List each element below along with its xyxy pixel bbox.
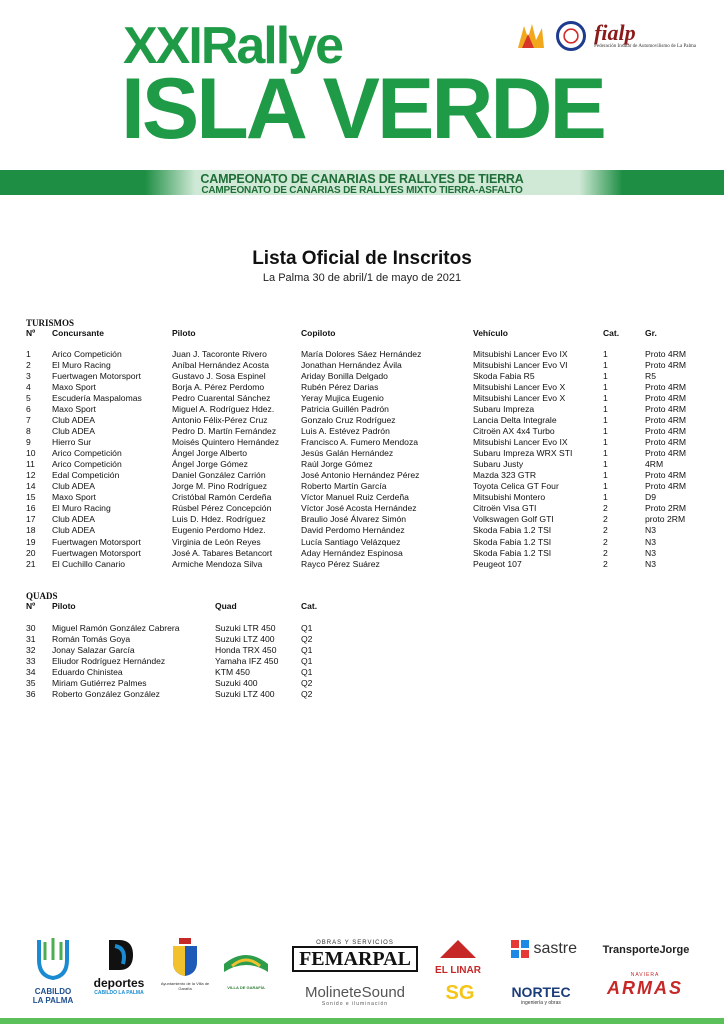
- villa-emblem-icon: [222, 944, 270, 980]
- cell-quad: Suzuki LTZ 400: [215, 634, 275, 644]
- cell-copiloto: Luis A. Estévez Padrón: [301, 426, 390, 437]
- armas-label: ARMAS: [607, 978, 683, 998]
- sastre-emblem-icon: [511, 940, 529, 958]
- cell-cat: Q1: [301, 667, 313, 677]
- cell-concursante: Hierro Sur: [52, 437, 92, 448]
- cell-cat: 1: [603, 492, 608, 503]
- rally-title-line1: XXIRallye: [123, 17, 343, 75]
- cell-vehiculo: Subaru Impreza: [473, 404, 535, 415]
- cell-vehiculo: Lancia Delta Integrale: [473, 415, 557, 426]
- transporte-jorge-logo: [596, 944, 696, 956]
- cell-quad: Honda TRX 450: [215, 645, 277, 655]
- col-header-gr: Gr.: [645, 328, 657, 338]
- villa-garafia-logo: [220, 944, 272, 990]
- cell-concursante: Club ADEA: [52, 426, 95, 437]
- cell-cat: 2: [603, 536, 608, 547]
- cell-piloto: Miguel Ramón González Cabrera: [52, 623, 180, 633]
- cell-vehiculo: Subaru Justy: [473, 459, 524, 470]
- cell-cat: 1: [603, 382, 608, 393]
- sg-label: SG: [445, 982, 475, 1004]
- cell-n: 1: [26, 349, 31, 359]
- cell-vehiculo: Skoda Fabia R5: [473, 371, 535, 382]
- cell-gr: Proto 4RM: [645, 360, 687, 371]
- cell-n: 35: [26, 678, 36, 688]
- cell-cat: 1: [603, 470, 608, 481]
- ayuntamiento-logo: [160, 938, 210, 991]
- cell-n: 18: [26, 525, 36, 536]
- deportes-label: deportes: [93, 976, 145, 990]
- cell-copiloto: Aday Hernández Espinosa: [301, 547, 403, 558]
- cell-gr: 4RM: [645, 459, 664, 470]
- sastre-label: sastre: [533, 940, 578, 957]
- col-header-n: Nº: [26, 601, 36, 611]
- cell-piloto: Cristóbal Ramón Cerdeña: [172, 492, 272, 503]
- cell-gr: Proto 2RM: [645, 503, 687, 514]
- deportes-sublabel: CABILDO LA PALMA: [94, 990, 144, 996]
- cell-vehiculo: Citroën Visa GTI: [473, 503, 537, 514]
- cell-concursante: Escudería Maspalomas: [52, 393, 142, 404]
- sg-logo: [438, 982, 482, 1005]
- cell-gr: Proto 4RM: [645, 415, 687, 426]
- cell-concursante: Club ADEA: [52, 415, 95, 426]
- cell-copiloto: Jonathan Hernández Ávila: [301, 360, 402, 371]
- col-header-cat: Cat.: [301, 601, 318, 611]
- cell-copiloto: José Antonio Hernández Pérez: [301, 470, 420, 481]
- naviera-label: NAVIERA: [630, 972, 660, 978]
- col-header-piloto: Piloto: [52, 601, 76, 611]
- femarpal-label: FEMARPAL: [292, 946, 418, 972]
- cell-n: 6: [26, 404, 31, 415]
- cell-concursante: Maxo Sport: [52, 492, 96, 503]
- cell-piloto: Borja A. Pérez Perdomo: [172, 382, 265, 393]
- cell-n: 15: [26, 492, 36, 503]
- cell-n: 3: [26, 371, 31, 382]
- cell-copiloto: Rayco Pérez Suárez: [301, 558, 380, 569]
- sponsor-footer: [0, 930, 724, 1024]
- cell-cat: 1: [603, 437, 608, 448]
- deportes-d-icon: [101, 938, 137, 972]
- cell-cat: 1: [603, 426, 608, 437]
- col-header-concursante: Concursante: [52, 328, 104, 338]
- cell-concursante: Arico Competición: [52, 448, 122, 459]
- cabildo-logo: [24, 936, 82, 1005]
- cell-piloto: Roberto González González: [52, 689, 160, 699]
- championship-subtitle-1: CAMPEONATO DE CANARIAS DE RALLYES DE TIERRA: [200, 172, 524, 186]
- cell-gr: Proto 4RM: [645, 382, 687, 393]
- cell-piloto: Ángel Jorge Gómez: [172, 459, 248, 470]
- cell-vehiculo: Citroën AX 4x4 Turbo: [473, 426, 555, 437]
- cell-gr: R5: [645, 371, 656, 382]
- molinete-logo: [290, 984, 420, 1007]
- cell-piloto: Juan J. Tacoronte Rivero: [172, 349, 267, 359]
- cell-piloto: Miguel A. Rodríguez Hdez.: [172, 404, 275, 415]
- cell-n: 9: [26, 437, 31, 448]
- document-subtitle: La Palma 30 de abril/1 de mayo de 2021: [262, 272, 462, 284]
- section-label-quads: QUADS: [26, 591, 58, 601]
- cell-gr: N3: [645, 536, 656, 547]
- cabildo-label: CABILDO LA PALMA: [32, 987, 74, 1005]
- col-header-cat: Cat.: [603, 328, 620, 338]
- nortec-label: NORTEC: [511, 984, 571, 1000]
- cell-copiloto: David Perdomo Hernández: [301, 525, 405, 536]
- cell-cat: 2: [603, 503, 608, 514]
- cell-cat: 1: [603, 393, 608, 404]
- cell-cat: 1: [603, 415, 608, 426]
- col-header-vehiculo: Vehículo: [473, 328, 508, 338]
- cell-cat: Q1: [301, 623, 313, 633]
- cell-cat: 1: [603, 371, 608, 382]
- cell-concursante: Edal Competición: [52, 470, 120, 481]
- cell-gr: N3: [645, 547, 656, 558]
- cell-concursante: Fuertwagen Motorsport: [52, 536, 141, 547]
- federation-seal-icon: [556, 21, 586, 51]
- cell-gr: Proto 4RM: [645, 404, 687, 415]
- cell-cat: 1: [603, 349, 608, 359]
- cell-concursante: Maxo Sport: [52, 404, 96, 415]
- cell-vehiculo: Mitsubishi Lancer Evo VI: [473, 360, 568, 371]
- cell-n: 10: [26, 448, 36, 459]
- championship-subtitle-2: CAMPEONATO DE CANARIAS DE RALLYES MIXTO TIERRA-ASFALTO: [201, 185, 523, 196]
- cell-copiloto: Víctor José Acosta Hernández: [301, 503, 417, 514]
- cell-cat: 1: [603, 448, 608, 459]
- col-header-piloto: Piloto: [172, 328, 196, 338]
- cell-n: 11: [26, 459, 35, 470]
- cell-piloto: Miriam Gutiérrez Palmes: [52, 678, 147, 688]
- cell-copiloto: Francisco A. Fumero Mendoza: [301, 437, 419, 448]
- villa-label: VILLA DE GARAFÍA: [227, 985, 265, 990]
- cell-piloto: Ángel Jorge Alberto: [172, 448, 248, 459]
- cell-cat: 2: [603, 558, 608, 569]
- cell-copiloto: Rubén Pérez Darias: [301, 382, 379, 393]
- cell-cat: Q2: [301, 634, 313, 644]
- cell-piloto: Eugenio Perdomo Hdez.: [172, 525, 266, 536]
- fialp-logo: fialp Federación Insular de Automovilismo de La Palma: [594, 20, 696, 49]
- cell-copiloto: Yeray Mujica Eugenio: [301, 393, 384, 404]
- cell-gr: N3: [645, 525, 656, 536]
- cell-cat: 1: [603, 404, 608, 415]
- cell-gr: Proto 4RM: [645, 426, 687, 437]
- section-label-turismos: TURISMOS: [26, 318, 75, 328]
- cell-copiloto: Roberto Martín García: [301, 481, 387, 492]
- cell-concursante: Club ADEA: [52, 525, 95, 536]
- cell-copiloto: Gonzalo Cruz Rodríguez: [301, 415, 396, 426]
- cell-concursante: El Cuchillo Canario: [52, 558, 126, 569]
- cell-quad: Yamaha IFZ 450: [215, 656, 279, 666]
- cell-n: 30: [26, 623, 36, 633]
- cabildo-emblem-icon: [33, 936, 73, 982]
- cell-gr: Proto 4RM: [645, 470, 687, 481]
- cell-vehiculo: Skoda Fabia 1.2 TSI: [473, 525, 552, 536]
- cell-copiloto: Jesús Galán Hernández: [301, 448, 394, 459]
- cell-concursante: Fuertwagen Motorsport: [52, 547, 141, 558]
- cell-cat: 1: [603, 481, 608, 492]
- cell-cat: Q2: [301, 678, 313, 688]
- cell-n: 12: [26, 470, 36, 481]
- cell-copiloto: Ariday Bonilla Delgado: [301, 371, 388, 382]
- cell-cat: 2: [603, 525, 608, 536]
- cell-cat: 2: [603, 547, 608, 558]
- cell-copiloto: Lucía Santiago Velázquez: [301, 536, 401, 547]
- cell-quad: Suzuki 400: [215, 678, 258, 688]
- cell-piloto: Rúsbel Pérez Concepción: [172, 503, 272, 514]
- cell-concursante: Club ADEA: [52, 481, 95, 492]
- cell-n: 14: [26, 481, 36, 492]
- cell-vehiculo: Mazda 323 GTR: [473, 470, 537, 481]
- coat-of-arms-icon: [171, 938, 199, 976]
- cell-gr: Proto 4RM: [645, 448, 687, 459]
- sastre-logo: [502, 940, 586, 958]
- cell-gr: Proto 4RM: [645, 437, 687, 448]
- cell-n: 17: [26, 514, 36, 525]
- cell-n: 36: [26, 689, 36, 699]
- cell-vehiculo: Mitsubishi Lancer Evo X: [473, 393, 566, 404]
- cell-n: 33: [26, 656, 36, 666]
- cell-cat: 2: [603, 514, 608, 525]
- cell-vehiculo: Mitsubishi Montero: [473, 492, 546, 503]
- cell-piloto: Luis D. Hdez. Rodríguez: [172, 514, 266, 525]
- cell-n: 8: [26, 426, 31, 437]
- femarpal-toplabel: OBRAS Y SERVICIOS: [316, 940, 394, 946]
- ayuntamiento-label: Ayuntamiento de la Villa de Garafía: [160, 981, 210, 991]
- cell-n: 16: [26, 503, 36, 514]
- cell-n: 34: [26, 667, 36, 677]
- cell-n: 31: [26, 634, 36, 644]
- cell-concursante: El Muro Racing: [52, 503, 111, 514]
- cell-cat: Q1: [301, 656, 313, 666]
- cell-piloto: Antonio Félix-Pérez Cruz: [172, 415, 268, 426]
- cell-quad: Suzuki LTZ 400: [215, 689, 275, 699]
- cell-concursante: Maxo Sport: [52, 382, 96, 393]
- cell-vehiculo: Toyota Celica GT Four: [473, 481, 559, 492]
- cell-piloto: Gustavo J. Sosa Espinel: [172, 371, 266, 382]
- cell-concursante: Club ADEA: [52, 514, 95, 525]
- cell-n: 2: [26, 360, 31, 371]
- cell-piloto: Román Tomás Goya: [52, 634, 131, 644]
- nortec-sublabel: ingeniería y obras: [521, 1000, 561, 1006]
- el-linar-label: EL LINAR: [435, 965, 481, 976]
- cell-cat: 1: [603, 360, 608, 371]
- cell-piloto: Eliudor Rodríguez Hernández: [52, 656, 166, 666]
- cell-piloto: Virginia de León Reyes: [172, 536, 261, 547]
- cell-vehiculo: Skoda Fabia 1.2 TSI: [473, 547, 552, 558]
- cell-vehiculo: Mitsubishi Lancer Evo IX: [473, 437, 568, 448]
- cell-concursante: Arico Competición: [52, 459, 122, 470]
- cell-piloto: Eduardo Chinistea: [52, 667, 123, 677]
- cell-piloto: Pedro D. Martín Fernández: [172, 426, 277, 437]
- molinete-sublabel: Sonido e iluminación: [321, 1001, 389, 1007]
- cell-concursante: Fuertwagen Motorsport: [52, 371, 141, 382]
- cell-quad: Suzuki LTR 450: [215, 623, 276, 633]
- cell-n: 32: [26, 645, 36, 655]
- cell-copiloto: Víctor Manuel Ruiz Cerdeña: [301, 492, 409, 503]
- cell-concursante: Arico Competición: [52, 349, 122, 359]
- el-linar-roof-icon: [438, 938, 478, 960]
- cell-copiloto: Raúl Jorge Gómez: [301, 459, 373, 470]
- cell-copiloto: María Dolores Sáez Hernández: [301, 349, 422, 359]
- rally-title-line2: ISLA VERDE: [121, 61, 604, 157]
- cell-gr: proto 2RM: [645, 514, 686, 525]
- bottom-bar: [0, 1018, 724, 1024]
- cell-piloto: Daniel González Carrión: [172, 470, 266, 481]
- cell-cat: 1: [603, 459, 608, 470]
- document-title: Lista Oficial de Inscritos: [252, 248, 472, 269]
- transporte-label: TransporteJorge: [602, 944, 690, 956]
- cell-piloto: Pedro Cuarental Sánchez: [172, 393, 271, 404]
- cell-vehiculo: Mitsubishi Lancer Evo IX: [473, 349, 568, 359]
- cell-n: 4: [26, 382, 31, 393]
- cell-quad: KTM 450: [215, 667, 250, 677]
- cell-n: 20: [26, 547, 36, 558]
- cell-piloto: Aníbal Hernández Acosta: [172, 360, 269, 371]
- cell-piloto: Armiche Mendoza Silva: [172, 558, 263, 569]
- cell-cat: Q2: [301, 689, 313, 699]
- col-header-copiloto: Copiloto: [301, 328, 336, 338]
- cell-n: 21: [26, 558, 36, 569]
- cell-vehiculo: Peugeot 107: [473, 558, 522, 569]
- cell-copiloto: Patricia Guillén Padrón: [301, 404, 389, 415]
- cell-n: 7: [26, 415, 31, 426]
- col-header-n: Nº: [26, 328, 36, 338]
- cell-piloto: Jorge M. Pino Rodríguez: [172, 481, 268, 492]
- cell-vehiculo: Subaru Impreza WRX STI: [473, 448, 573, 459]
- cell-copiloto: Braulio José Álvarez Simón: [301, 514, 407, 525]
- cell-concursante: El Muro Racing: [52, 360, 111, 371]
- cell-gr: Proto 4RM: [645, 481, 687, 492]
- cell-n: 19: [26, 536, 36, 547]
- top-logos: [514, 20, 696, 52]
- cell-gr: D9: [645, 492, 656, 503]
- molinete-label: MolineteSound: [304, 984, 406, 1001]
- col-header-quad: Quad: [215, 601, 237, 611]
- nortec-logo: [506, 984, 576, 1006]
- femarpal-logo: [292, 940, 418, 972]
- el-linar-logo: [430, 938, 486, 976]
- naviera-armas-logo: [600, 972, 690, 999]
- cell-gr: N3: [645, 558, 656, 569]
- cell-gr: Proto 4RM: [645, 349, 687, 359]
- fia-logo-icon: [514, 20, 548, 52]
- cell-vehiculo: Skoda Fabia 1.2 TSI: [473, 536, 552, 547]
- deportes-logo: [86, 938, 152, 996]
- cell-n: 5: [26, 393, 31, 404]
- cell-gr: Proto 4RM: [645, 393, 687, 404]
- cell-piloto: José A. Tabares Betancort: [172, 547, 273, 558]
- cell-vehiculo: Volkswagen Golf GTI: [473, 514, 554, 525]
- cell-cat: Q1: [301, 645, 313, 655]
- cell-piloto: Moisés Quintero Hernández: [172, 437, 279, 448]
- cell-vehiculo: Mitsubishi Lancer Evo X: [473, 382, 566, 393]
- cell-piloto: Jonay Salazar García: [52, 645, 135, 655]
